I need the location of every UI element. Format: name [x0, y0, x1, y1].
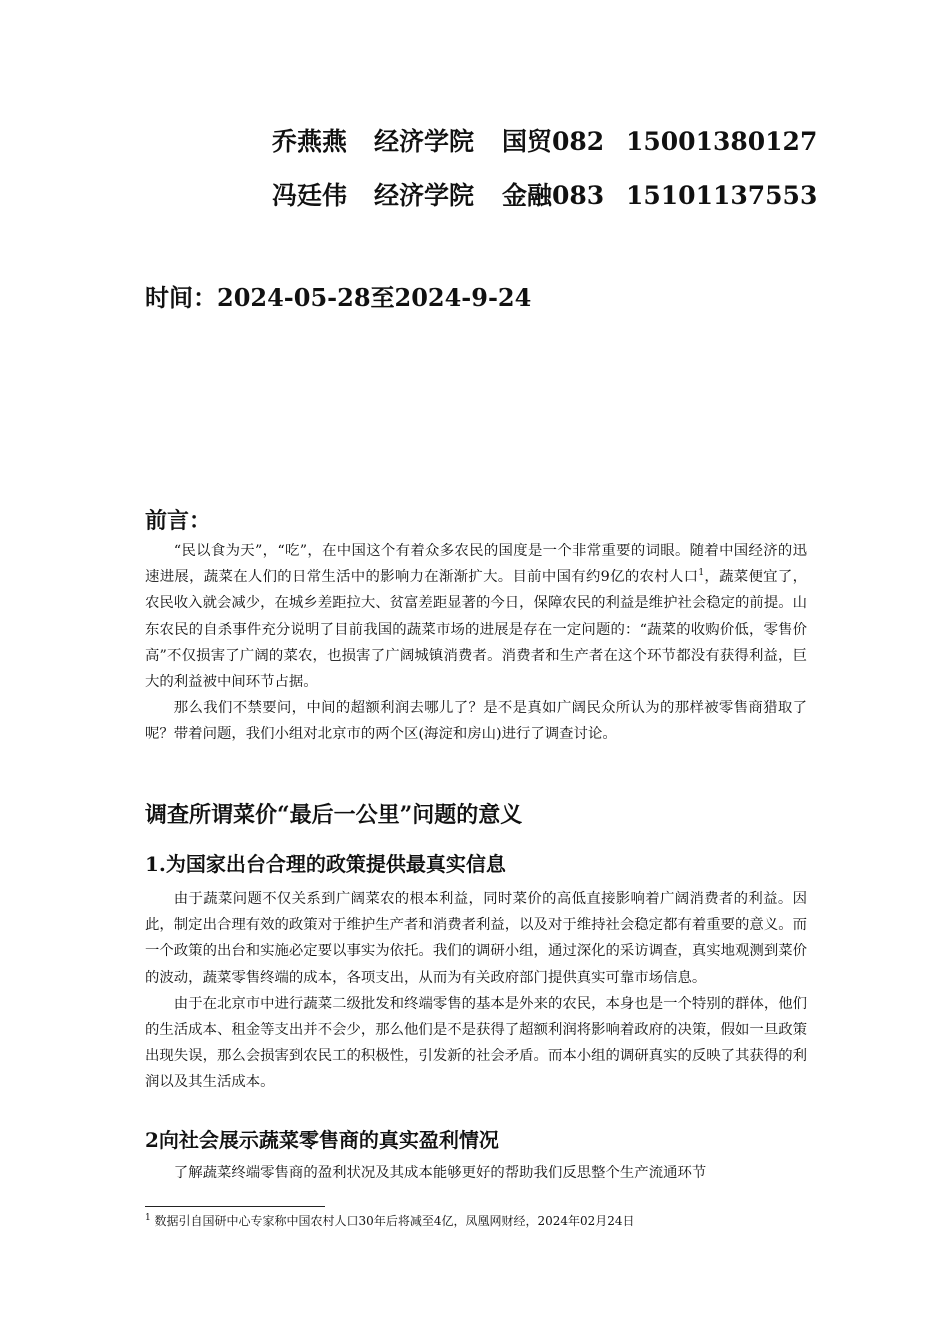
author-name: 冯廷伟: [272, 181, 348, 210]
section-1-heading: 1.为国家出台合理的政策提供最真实信息: [145, 852, 506, 876]
section-1-paragraph-2: 由于在北京市中进行蔬菜二级批发和终端零售的基本是外来的农民，本身也是一个特别的群体，他们的生活成本、租金等支出并不会少，那么他们是不是获得了超额利润将影响着政府的决策，假如一旦政策出现失误，那么会损害到农民工的积极性，引发新的社会矛盾。而本小组的调研真实的反映了其获得的利润以及其生活成本。: [145, 995, 807, 1091]
date-line: 时间：2024-05-28至2024-9-24: [145, 283, 532, 312]
preface-p1-text-b: ，蔬菜便宜了，农民收入就会减少，在城乡差距拉大、贫富差距显著的今日，保障农民的利益是维护社会稳定的前提。山东农民的自杀事件充分说明了目前我国的蔬菜市场的进展是存在一定问题的：“蔬菜的收购价低，零售价高”不仅损害了广阔的菜农，也损害了广阔城镇消费者。消费者和生产者在这个环节都没有获得利益，巨大的利益被中间环节占据。: [145, 569, 807, 691]
footnote-divider: [145, 1206, 325, 1207]
author-class: 国贸082: [502, 127, 605, 156]
author-school: 经济学院: [374, 181, 475, 210]
author-school: 经济学院: [374, 127, 475, 156]
author-phone: 15101137553: [626, 181, 818, 210]
author-list: [272, 124, 817, 232]
section-2-heading: 2向社会展示蔬菜零售商的真实盈利情况: [145, 1128, 499, 1152]
preface-heading: 前言：: [145, 508, 212, 534]
section-heading: 调查所谓菜价“最后一公里”问题的意义: [145, 802, 523, 828]
author-row: [272, 124, 817, 178]
preface-paragraph-1: [145, 538, 807, 695]
footnote-mark: 1: [145, 1213, 151, 1223]
section-1-body: [145, 886, 807, 1096]
preface-paragraph-2: 那么我们不禁要问，中间的超额利润去哪儿了？是不是真如广阔民众所认为的那样被零售商猎取了呢？带着问题，我们小组对北京市的两个区(海淀和房山)进行了调查讨论。: [145, 700, 807, 743]
footnote-ref: 1: [698, 568, 705, 579]
author-class: 金融083: [502, 181, 605, 210]
preface-body: [145, 538, 807, 748]
footnote: [145, 1212, 635, 1229]
section-2-body: [145, 1160, 807, 1186]
author-phone: 15001380127: [626, 127, 818, 156]
footnote-text: 数据引自国研中心专家称中国农村人口30年后将减至4亿，凤凰网财经，2024年02月24日: [150, 1214, 635, 1228]
author-name: 乔燕燕: [272, 127, 348, 156]
section-1-paragraph-1: 由于蔬菜问题不仅关系到广阔菜农的根本利益，同时菜价的高低直接影响着广阔消费者的利益。因此，制定出合理有效的政策对于维护生产者和消费者利益，以及对于维持社会稳定都有着重要的意义。而一个政策的出台和实施必定要以事实为依托。我们的调研小组，通过深化的采访调查，真实地观测到菜价的波动，蔬菜零售终端的成本，各项支出，从而为有关政府部门提供真实可靠市场信息。: [145, 891, 807, 986]
section-2-paragraph-1: 了解蔬菜终端零售商的盈利状况及其成本能够更好的帮助我们反思整个生产流通环节: [173, 1165, 707, 1181]
preface-p1-text-a: “民以食为天”，“吃”，在中国这个有着众多农民的国度是一个非常重要的词眼。随着中国经济的迅速进展，蔬菜在人们的日常生活中的影响力在渐渐扩大。目前中国有约9亿的农村人口: [145, 543, 807, 586]
author-row: [272, 178, 817, 232]
